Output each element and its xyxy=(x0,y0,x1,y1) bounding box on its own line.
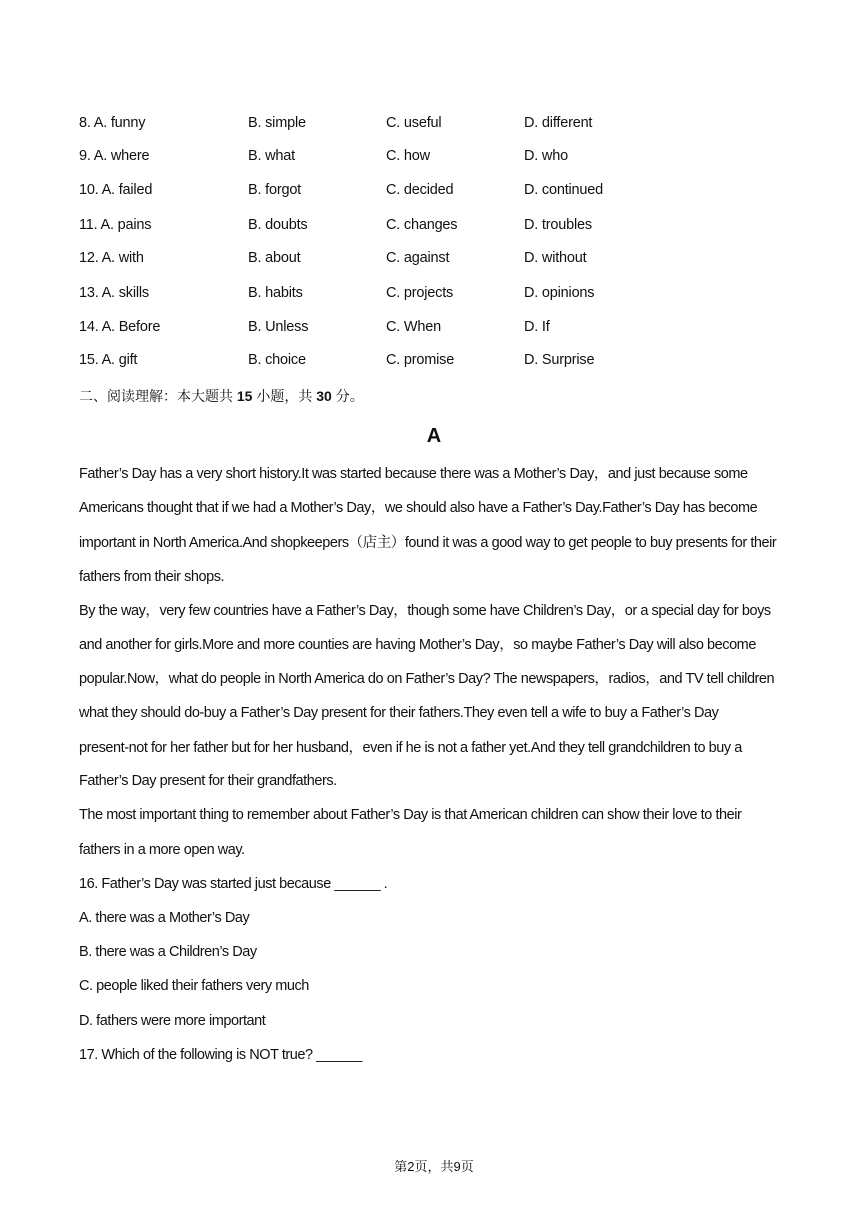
option-d: D. different xyxy=(524,115,593,131)
option-d: D. Surprise xyxy=(524,352,595,368)
option-c: C. against xyxy=(386,250,450,266)
option-b: B. doubts xyxy=(248,217,308,233)
passage-line: popular.Now，what do people in North America do on Father’s Day? The newspapers，radios，and TV tell children xyxy=(79,671,775,687)
section-question-count: 15 xyxy=(236,388,253,404)
option-a: 11. A. pains xyxy=(79,217,152,233)
option-d: D. continued xyxy=(524,182,604,198)
section-heading-mid: 小题，共 xyxy=(256,388,313,404)
section-heading-suffix: 分。 xyxy=(335,388,364,404)
passage-line: important in North America.And shopkeepers（店主）found it was a good way to get people to buy presents for their xyxy=(79,535,777,551)
option-d: D. If xyxy=(524,319,550,335)
option-b: B. habits xyxy=(248,285,303,301)
option-a: 14. A. Before xyxy=(79,319,161,335)
option-a: 9. A. where xyxy=(79,148,150,164)
section-heading-prefix: 二、阅读理解：本大题共 xyxy=(79,388,233,404)
option-b: B. Unless xyxy=(248,319,309,335)
option-b: B. choice xyxy=(248,352,306,368)
passage-line: Americans thought that if we had a Mother’s Day，we should also have a Father’s Day.Father’s Day has become xyxy=(79,500,758,516)
passage-line: The most important thing to remember about Father’s Day is that American children can show their love to their xyxy=(79,807,742,823)
section-total-score: 30 xyxy=(316,388,332,404)
option-b: B. simple xyxy=(248,115,306,131)
question-16-stem: 16. Father’s Day was started just because ______ . xyxy=(79,876,388,892)
option-c: C. When xyxy=(386,319,442,335)
question-16-option-a: A. there was a Mother’s Day xyxy=(79,910,250,926)
option-c: C. projects xyxy=(386,285,454,301)
passage-line: fathers from their shops. xyxy=(79,569,225,585)
passage-line: Father’s Day present for their grandfathers. xyxy=(79,773,337,789)
option-c: C. useful xyxy=(386,115,442,131)
question-16-option-b: B. there was a Children’s Day xyxy=(79,944,257,960)
option-c: C. decided xyxy=(386,182,454,198)
option-a: 8. A. funny xyxy=(79,115,146,131)
page-number: 第2页，共9页 xyxy=(394,1159,474,1174)
option-a: 10. A. failed xyxy=(79,182,153,198)
option-b: B. what xyxy=(248,148,295,164)
option-c: C. changes xyxy=(386,217,458,233)
option-a: 12. A. with xyxy=(79,250,144,266)
passage-line: Father’s Day has a very short history.It was started because there was a Mother’s Day，and just because some xyxy=(79,466,748,482)
option-a: 13. A. skills xyxy=(79,285,149,301)
option-c: C. how xyxy=(386,148,430,164)
option-a: 15. A. gift xyxy=(79,352,138,368)
passage-line: present-not for her father but for her husband，even if he is not a father yet.And they tell grandchildren to buy a xyxy=(79,740,742,756)
passage-line: and another for girls.More and more counties are having Mother’s Day，so maybe Father’s Day will also become xyxy=(79,637,756,653)
option-b: B. forgot xyxy=(248,182,302,198)
passage-title: A xyxy=(426,425,442,447)
question-16-option-d: D. fathers were more important xyxy=(79,1013,266,1029)
option-d: D. opinions xyxy=(524,285,595,301)
question-17-stem: 17. Which of the following is NOT true? ______ xyxy=(79,1047,362,1063)
section-heading xyxy=(79,386,364,406)
passage-line: fathers in a more open way. xyxy=(79,842,245,858)
passage-line: By the way，very few countries have a Father’s Day，though some have Children’s Day，or a special day for boys xyxy=(79,603,771,619)
passage-line: what they should do-buy a Father’s Day present for their fathers.They even tell a wife to buy a Father’s Day xyxy=(79,705,719,721)
option-b: B. about xyxy=(248,250,301,266)
option-c: C. promise xyxy=(386,352,455,368)
question-16-option-c: C. people liked their fathers very much xyxy=(79,978,309,994)
option-d: D. who xyxy=(524,148,568,164)
option-d: D. troubles xyxy=(524,217,592,233)
option-d: D. without xyxy=(524,250,587,266)
